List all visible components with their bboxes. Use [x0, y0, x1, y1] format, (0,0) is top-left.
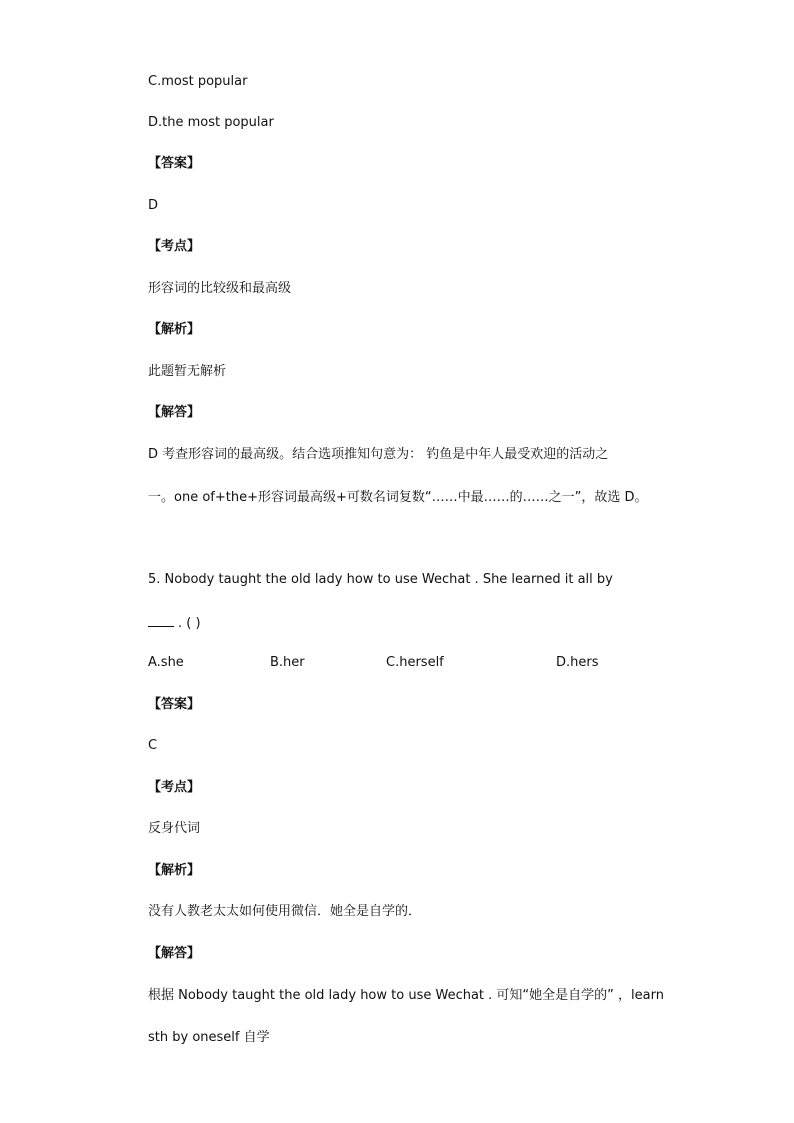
option-d: D.the most popular: [148, 115, 274, 130]
q5-answer-text: C: [148, 738, 158, 753]
question-5-stem-line-2: [148, 614, 201, 632]
topic-text: 形容词的比较级和最高级: [148, 281, 292, 296]
option-c: C.most popular: [148, 74, 248, 89]
question-5-paren: . ( ): [178, 616, 201, 631]
solution-heading: 【解答】: [148, 405, 201, 420]
q5-solution-text-line-1: 根据 Nobody taught the old lady how to use Wechat . 可知“她全是自学的” ，learn: [148, 988, 664, 1003]
question-5-option-c: C.herself: [386, 655, 444, 670]
q5-topic-text: 反身代词: [148, 821, 201, 836]
q5-solution-text-line-2: sth by oneself 自学: [148, 1030, 270, 1045]
q5-solution-heading: 【解答】: [148, 946, 201, 961]
q5-analysis-text: 没有人教老太太如何使用微信．她全是自学的．: [148, 904, 422, 919]
question-5-stem: 5. Nobody taught the old lady how to use Wechat . She learned it all by: [148, 572, 613, 587]
answer-blank: [148, 614, 174, 627]
analysis-text: 此题暂无解析: [148, 364, 227, 379]
analysis-heading: 【解析】: [148, 322, 201, 337]
q5-analysis-heading: 【解析】: [148, 863, 201, 878]
solution-text-line-2: 一。one of+the+形容词最高级+可数名词复数“……中最……的……之一”，故选 D。: [148, 490, 648, 505]
question-5-option-b: B.her: [270, 655, 305, 670]
answer-text: D: [148, 198, 159, 213]
question-5-option-a: A.she: [148, 655, 184, 670]
q5-answer-heading: 【答案】: [148, 697, 201, 712]
answer-heading: 【答案】: [148, 156, 201, 171]
topic-heading: 【考点】: [148, 239, 201, 254]
question-5-option-d: D.hers: [556, 655, 599, 670]
q5-topic-heading: 【考点】: [148, 780, 201, 795]
solution-text-line-1: D 考查形容词的最高级。结合选项推知句意为： 钓鱼是中年人最受欢迎的活动之: [148, 447, 609, 462]
